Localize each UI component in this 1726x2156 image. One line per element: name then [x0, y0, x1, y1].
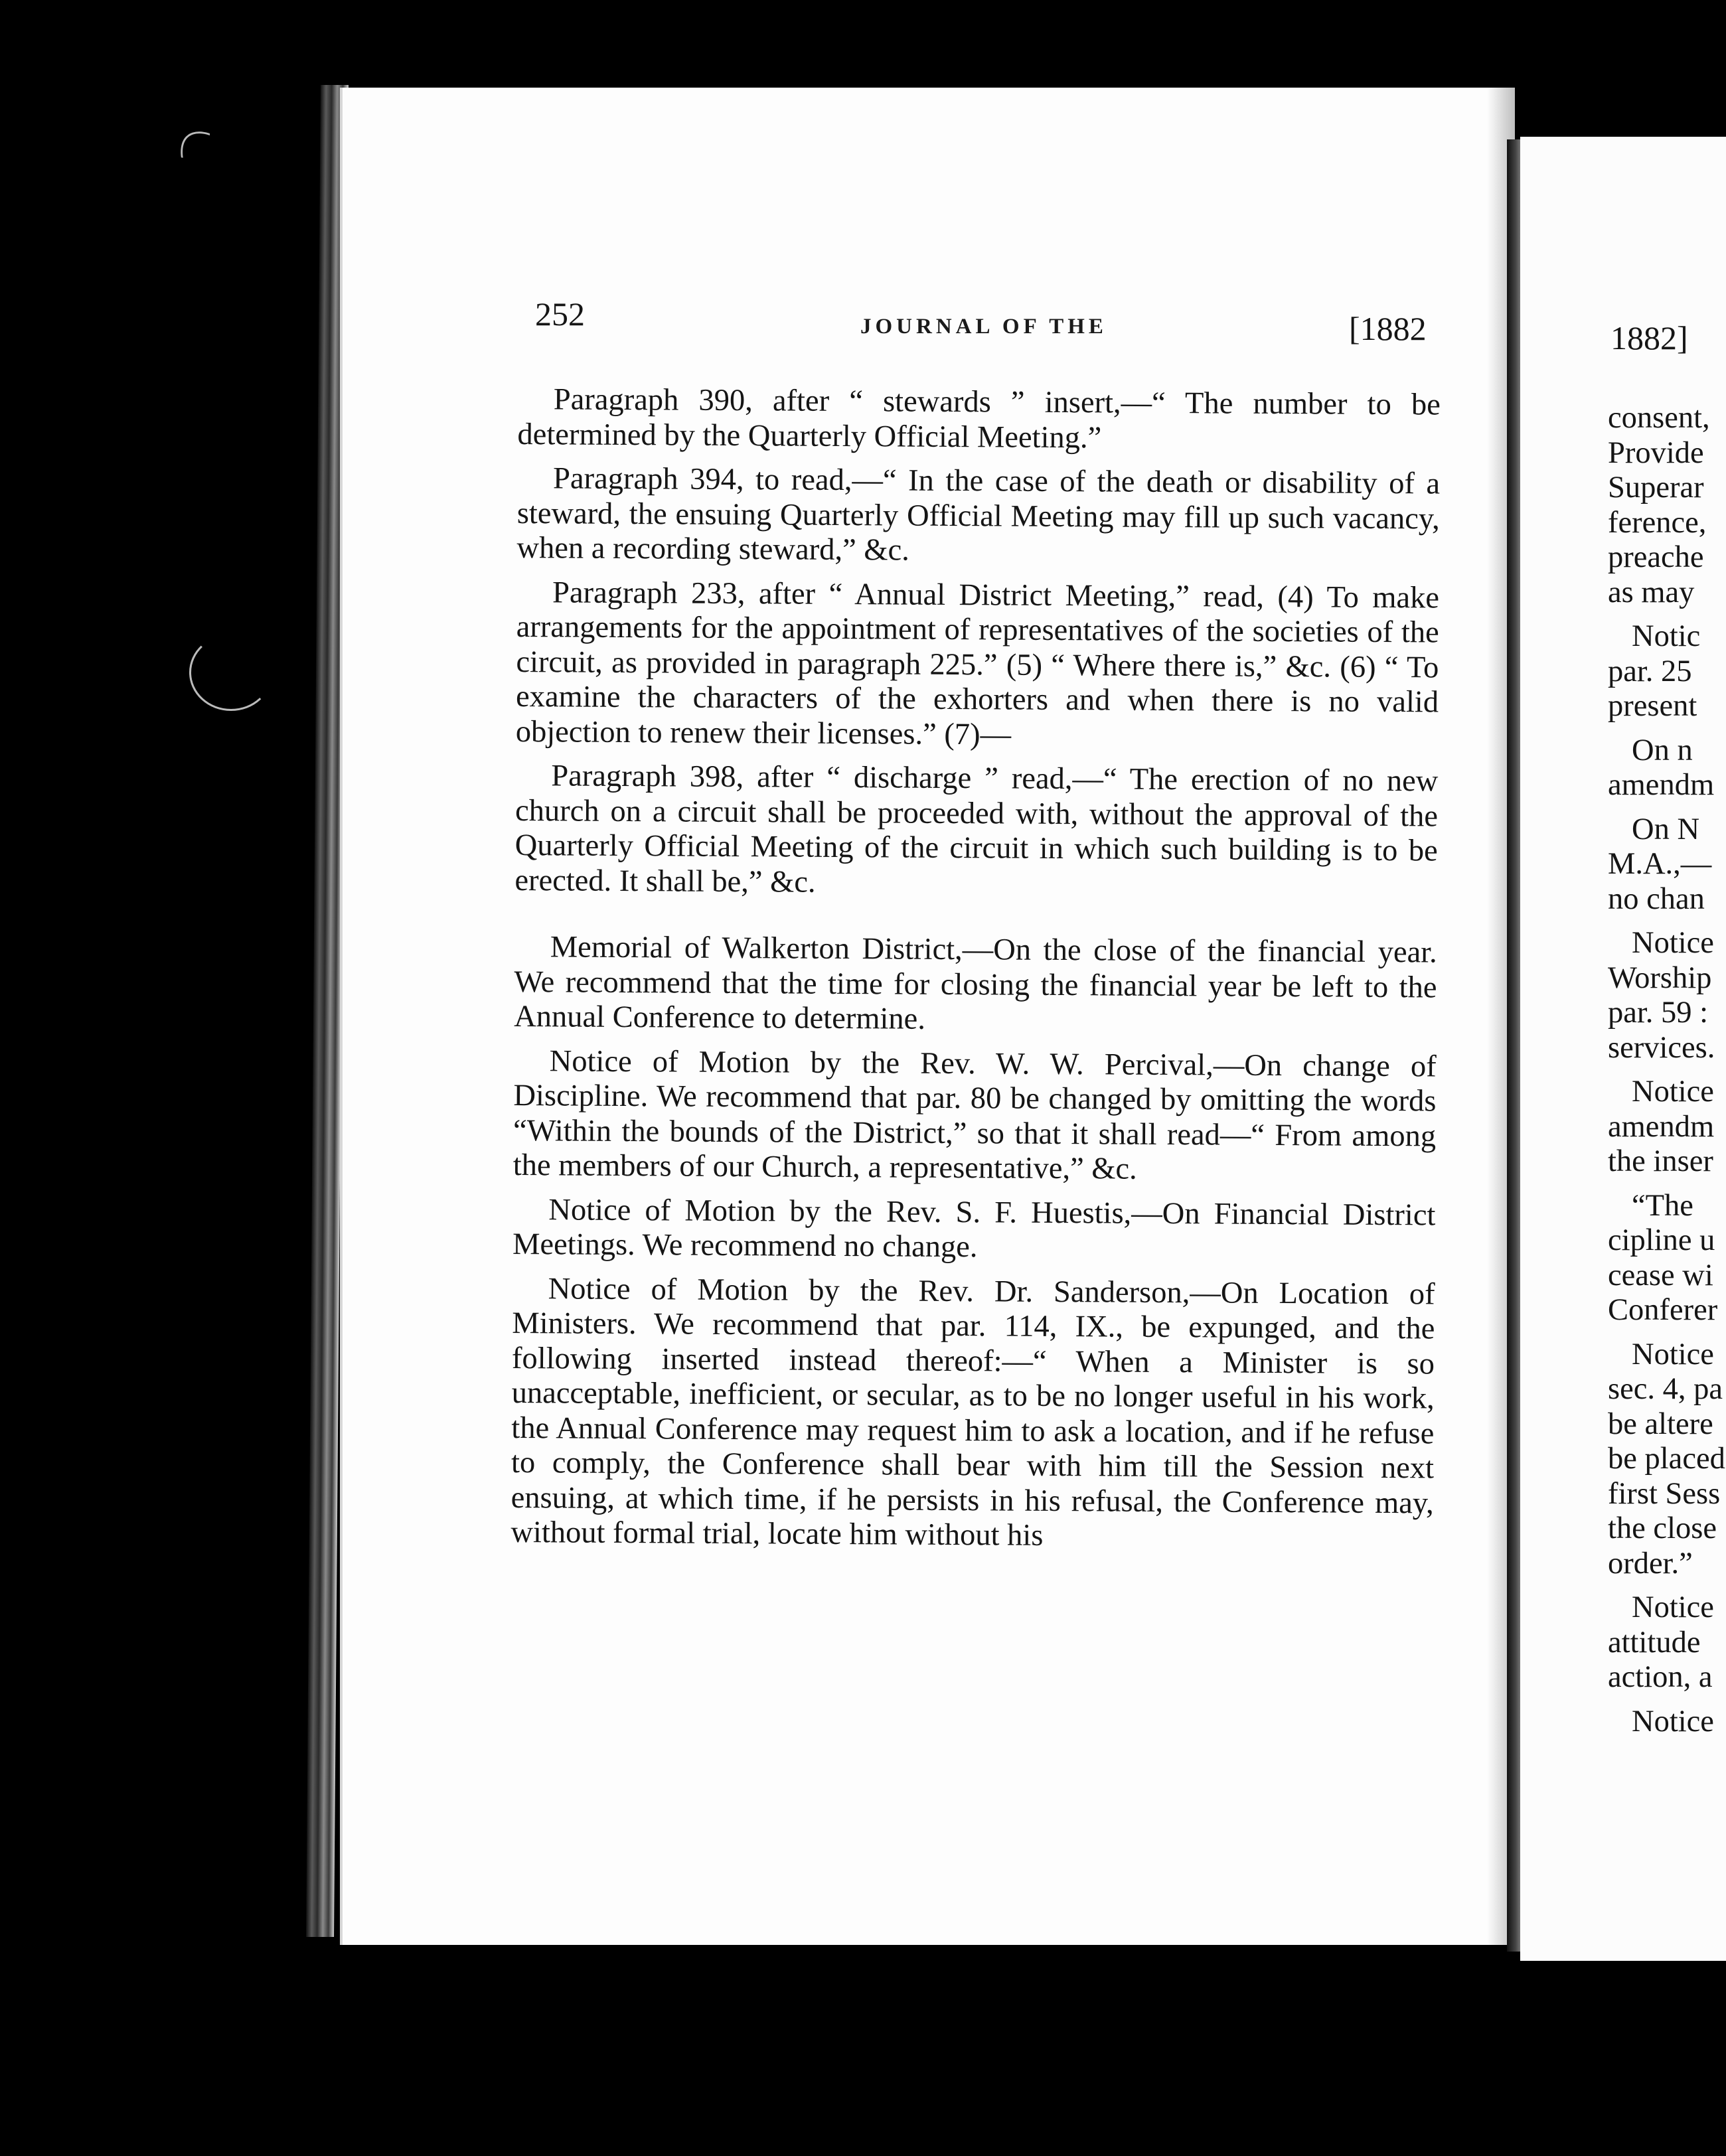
- facing-page-line: Provide: [1608, 435, 1704, 470]
- facing-page-spacer: [1608, 1180, 1726, 1189]
- facing-page-line: the inser: [1608, 1144, 1713, 1178]
- facing-page-line: sec. 4, pa: [1608, 1372, 1723, 1406]
- facing-page-fragments: [1608, 401, 1726, 1739]
- facing-page-line: ference,: [1608, 505, 1707, 540]
- page-body-text: [510, 382, 1441, 1565]
- facing-page-line: Worship: [1608, 961, 1712, 995]
- huestis-motion: Notice of Motion by the Rev. S. F. Huestis,—On Financial District Meetings. We recommend no change.: [512, 1192, 1436, 1265]
- facing-page-line: attitude: [1608, 1625, 1701, 1659]
- facing-page-line: Notic: [1632, 619, 1701, 653]
- facing-page-line: Notice: [1632, 1704, 1714, 1738]
- margin-scratch: [163, 115, 299, 261]
- facing-page-line: On n: [1632, 733, 1693, 767]
- facing-page-line: action, a: [1608, 1660, 1713, 1694]
- facing-page-spacer: [1608, 610, 1726, 619]
- paragraph-394: Paragraph 394, to read,—“ In the case of the death or disability of a steward, the ensuing Quarterly Official Meeting may fill up such vacancy, when a recording steward,” &c.: [516, 461, 1441, 568]
- facing-page-spacer: [1608, 1581, 1726, 1590]
- facing-page-line: par. 25: [1608, 654, 1692, 688]
- facing-page-line: cipline u: [1608, 1223, 1715, 1257]
- facing-page-line: order.”: [1608, 1546, 1693, 1580]
- facing-page-line: Notice: [1632, 1590, 1714, 1624]
- facing-page-line: Conferer: [1608, 1293, 1718, 1327]
- facing-page-line: as may: [1608, 575, 1695, 609]
- facing-page-year: 1882]: [1610, 319, 1688, 356]
- facing-page-line: cease wi: [1608, 1258, 1713, 1292]
- facing-page-line: amendm: [1608, 768, 1715, 802]
- facing-page-line: be altere: [1608, 1407, 1713, 1441]
- header-year: [1882: [1349, 310, 1427, 347]
- facing-page-spacer: [1608, 1065, 1726, 1075]
- walkerton-memorial: Memorial of Walkerton District,—On the close of the financial year. We recommend that the time for closing the financial year be left to the Annual Conference to determine.: [514, 930, 1437, 1036]
- facing-page-line: “The: [1632, 1188, 1693, 1223]
- facing-page-line: be placed: [1608, 1442, 1725, 1476]
- facing-page-spacer: [1608, 917, 1726, 926]
- facing-page-spacer: [1608, 1328, 1726, 1338]
- facing-page-spacer: [1608, 724, 1726, 733]
- facing-page-line: On N: [1632, 812, 1700, 846]
- facing-page-line: par. 59 :: [1608, 996, 1709, 1030]
- margin-scratch: [189, 634, 273, 711]
- facing-page-line: no chan: [1608, 882, 1705, 916]
- facing-page-line: amendm: [1608, 1109, 1715, 1144]
- facing-page-spacer: [1608, 803, 1726, 812]
- facing-page-line: present: [1608, 689, 1697, 723]
- page-number: 252: [535, 295, 585, 333]
- facing-page-line: preache: [1608, 540, 1704, 574]
- sanderson-motion: Notice of Motion by the Rev. Dr. Sanderson,—On Location of Ministers. We recommend that par. 114, IX., be expunged, and the following inserted instead thereof:—“ When a Minister is so unacceptable, inefficient, or secular, as to be no longer useful in his work, the Annual Conference may request him to ask a location, and if he refuse to comply, the Conference shall bear with him till the Session next ensuing, at which time, if he persists in his refusal, the Conference may, without formal trial, locate him without his: [510, 1271, 1435, 1553]
- facing-page-line: M.A.,—: [1608, 847, 1712, 881]
- facing-page-line: Superar: [1608, 471, 1704, 504]
- paragraph-233: Paragraph 233, after “ Annual District Meeting,” read, (4) To make arrangements for the appointment of representatives of the societies of the circuit, as provided in paragraph 225.” (5) “ Where there is,” &c. (6) “ To examine the characters of the exhorters and when there is no valid objection to renew their licenses.” (7)—: [515, 575, 1440, 752]
- paragraph-390: Paragraph 390, after “ stewards ” insert,—“ The number to be determined by the Quarterly Official Meeting.”: [517, 382, 1441, 455]
- facing-page-line: Notice: [1632, 1337, 1714, 1371]
- facing-page-line: Notice: [1632, 926, 1714, 960]
- percival-motion: Notice of Motion by the Rev. W. W. Percival,—On change of Discipline. We recommend that par. 80 be changed by omitting the words “Within the bounds of the District,” so that it shall read—“ From among the members of our Church, a representative,” &c.: [512, 1043, 1437, 1186]
- facing-page-spacer: [1608, 1695, 1726, 1705]
- facing-page-line: Notice: [1632, 1075, 1714, 1109]
- facing-page-line: consent,: [1608, 401, 1710, 435]
- facing-page-line: services.: [1608, 1030, 1715, 1065]
- facing-page-line: first Sess: [1608, 1476, 1721, 1511]
- running-head: JOURNAL OF THE: [860, 315, 1107, 339]
- facing-page-line: the close: [1608, 1511, 1717, 1545]
- paragraph-398: Paragraph 398, after “ discharge ” read,—“ The erection of no new church on a circuit shall be proceeded with, without the approval of the Quarterly Official Meeting of the circuit in which such building is to be erected. It shall be,” &c.: [514, 759, 1439, 899]
